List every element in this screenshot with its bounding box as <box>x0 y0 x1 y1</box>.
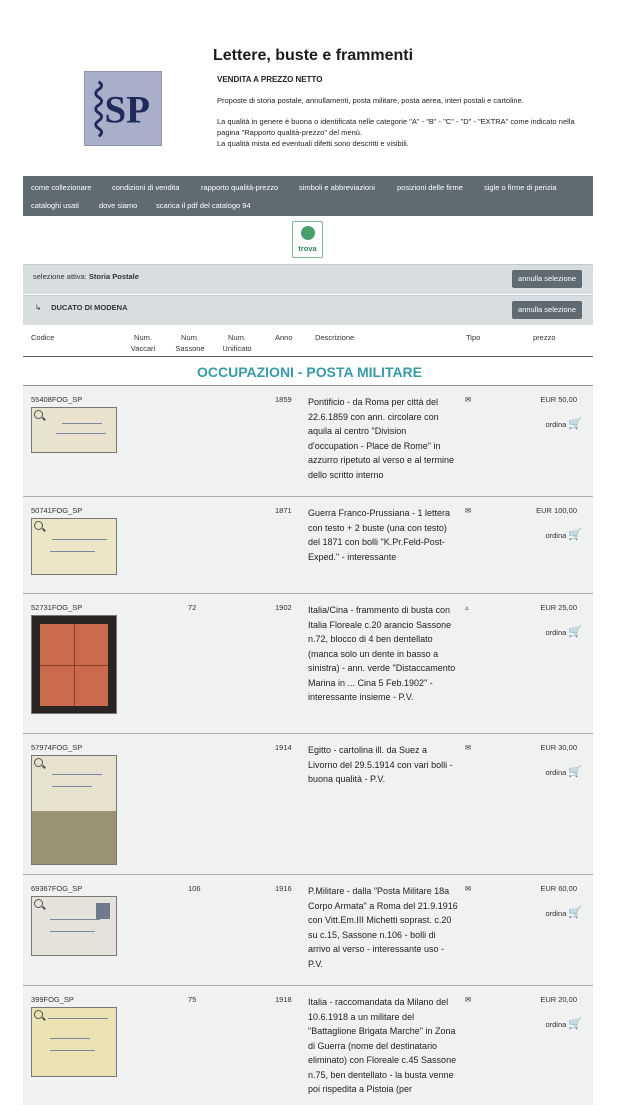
fragment-icon: ▵ <box>465 603 469 612</box>
header-divider <box>23 356 593 357</box>
order-link[interactable] <box>545 528 582 541</box>
cart-icon: 🛒 <box>568 907 582 919</box>
intro-text <box>217 95 597 149</box>
item-price: EUR 20,00 <box>540 995 577 1004</box>
item-thumbnail[interactable] <box>31 615 117 714</box>
column-header-codice: Codice <box>31 333 55 342</box>
search-button-label: trova <box>298 244 317 253</box>
item-code: 69367FOG_SP <box>31 884 83 893</box>
envelope-icon: ✉ <box>465 995 472 1004</box>
item-price: EUR 100,00 <box>536 506 577 515</box>
order-link[interactable] <box>545 417 582 430</box>
zoom-icon <box>34 1010 43 1019</box>
zoom-icon <box>34 899 43 908</box>
thumbnail-detail <box>52 786 92 787</box>
thumbnail-detail <box>50 919 100 920</box>
item-thumbnail[interactable] <box>31 896 117 956</box>
nav-item-simboli-abbreviazioni[interactable]: simboli e abbreviazioni <box>299 183 375 192</box>
selection-label <box>33 272 139 281</box>
thumbnail-detail <box>50 1050 95 1051</box>
thumbnail-detail <box>56 433 106 434</box>
cart-icon: 🛒 <box>568 626 582 638</box>
table-row <box>23 986 593 1105</box>
stamp <box>96 903 110 919</box>
header <box>0 0 619 170</box>
thumbnail-detail <box>52 774 102 775</box>
sub-selection-label <box>35 303 127 312</box>
zoom-icon <box>34 410 43 419</box>
item-code: 50741FOG_SP <box>31 506 83 515</box>
order-link[interactable] <box>545 765 582 778</box>
item-description: Pontificio - da Roma per città del 22.6.1859 con ann. circolare con aquila al centro "Division d'occupation - Place de Rome" in azzurro ripetuto al verso e al termine dello scritto interno <box>308 397 455 480</box>
column-header-sassone: Num. Sassone <box>175 333 205 353</box>
sub-selection-bar <box>23 295 593 325</box>
item-thumbnail[interactable] <box>31 407 117 453</box>
item-year: 1859 <box>275 395 292 404</box>
search-button[interactable] <box>292 221 323 258</box>
order-link[interactable] <box>545 906 582 919</box>
selection-label-prefix: selezione attiva: <box>33 272 87 281</box>
table-row <box>23 734 593 875</box>
item-description: P.Militare - dalla "Posta Militare 18a Corpo Armata" a Roma del 21.9.1916 con Vitt.Em.III Michetti soprast. c.20 su c.15, Sassone n.106 - bolli di arrivo al verso - interessante uso - P.V. <box>308 886 458 969</box>
item-price: EUR 50,00 <box>540 395 577 404</box>
thumbnail-detail <box>50 931 95 932</box>
thumbnail-detail <box>40 665 108 666</box>
cart-icon: 🛒 <box>568 1018 582 1030</box>
intro-paragraph: La qualità in genere è buona o identificata nelle categorie "A" - "B" - "C" - "D" - "EXTRA" come indicato nella pagina "Rapporto qualità-prezzo" del menù. <box>217 117 575 137</box>
cart-icon: 🛒 <box>568 529 582 541</box>
return-arrow-icon: ↳ <box>35 303 42 312</box>
sub-selection-value: DUCATO DI MODENA <box>51 303 128 312</box>
page-title: Lettere, buste e frammenti <box>213 47 414 64</box>
search-icon <box>301 226 315 240</box>
active-selection-bar <box>23 264 593 294</box>
thumbnail-detail <box>50 1038 90 1039</box>
item-thumbnail[interactable] <box>31 1007 117 1077</box>
column-header-vaccari: Num. Vaccari <box>130 333 156 353</box>
main-nav <box>23 176 593 216</box>
thumbnail-detail <box>48 1018 108 1019</box>
nav-item-posizioni-firme[interactable]: posizioni delle firme <box>397 183 463 192</box>
order-link-label: ordina <box>545 628 567 637</box>
thumbnail-detail <box>62 423 102 424</box>
cart-icon: 🛒 <box>568 418 582 430</box>
postcard-image <box>32 811 117 865</box>
envelope-icon: ✉ <box>465 884 472 893</box>
order-link-label: ordina <box>545 531 567 540</box>
nav-item-sigle-firme-perizia[interactable]: sigle o firme di perizia <box>484 183 557 192</box>
column-header-tipo: Tipo <box>466 333 481 342</box>
logo-graphic <box>85 72 161 145</box>
table-row <box>23 497 593 594</box>
zoom-icon <box>34 521 43 530</box>
zoom-icon <box>34 758 43 767</box>
column-header-anno: Anno <box>275 333 293 342</box>
order-link-label: ordina <box>545 420 567 429</box>
item-year: 1916 <box>275 884 292 893</box>
item-year: 1871 <box>275 506 292 515</box>
item-year: 1918 <box>275 995 292 1004</box>
item-code: 399FOG_SP <box>31 995 74 1004</box>
order-link[interactable] <box>545 1017 582 1030</box>
item-thumbnail[interactable] <box>31 755 117 865</box>
item-code: 52731FOG_SP <box>31 603 83 612</box>
logo[interactable] <box>84 71 162 146</box>
table-row <box>23 875 593 986</box>
item-price: EUR 30,00 <box>540 743 577 752</box>
selection-value: Storia Postale <box>88 272 139 281</box>
clear-selection-button[interactable]: annulla selezione <box>512 270 582 288</box>
nav-item-cataloghi-usati[interactable]: cataloghi usati <box>31 201 79 210</box>
nav-item-rapporto-qualita-prezzo[interactable]: rapporto qualità-prezzo <box>201 183 279 192</box>
envelope-icon: ✉ <box>465 743 472 752</box>
table-row <box>23 386 593 497</box>
order-link-label: ordina <box>545 1020 567 1029</box>
column-header-prezzo: prezzo <box>533 333 556 342</box>
page-subtitle: VENDITA A PREZZO NETTO <box>217 75 323 84</box>
envelope-icon: ✉ <box>465 395 472 404</box>
order-link-label: ordina <box>545 909 567 918</box>
nav-row <box>23 197 593 215</box>
section-title: OCCUPAZIONI - POSTA MILITARE <box>196 364 423 380</box>
nav-item-scarica-pdf[interactable]: scarica il pdf del catalogo 94 <box>156 201 251 210</box>
item-code: 57974FOG_SP <box>31 743 83 752</box>
intro-paragraph: La qualità mista ed eventuali difetti sono descritti e visibili. <box>217 139 409 148</box>
item-sassone: 72 <box>188 603 197 612</box>
item-code: 55408FOG_SP <box>31 395 83 404</box>
intro-paragraph: Proposte di storia postale, annullamenti, posta militare, posta aerea, interi postali e cartoline. <box>217 96 524 105</box>
item-price: EUR 25,00 <box>540 603 577 612</box>
item-year: 1914 <box>275 743 292 752</box>
nav-item-come-collezionare[interactable]: come collezionare <box>31 183 92 192</box>
item-year: 1902 <box>275 603 292 612</box>
item-description: Italia - raccomandata da Milano del 10.6.1918 a un militare del "Battaglione Brigata Marche" in Zona di Guerra (nome del destinatario eliminato) con Floreale c.45 Sassone n.75, ben dentellato - la busta venne poi rispedita a Pistoia (per <box>308 997 457 1094</box>
column-header-unificato: Num. Unificato <box>222 333 252 353</box>
order-link[interactable] <box>545 625 582 638</box>
logo-text: SP <box>104 88 150 132</box>
clear-subselection-button[interactable]: annulla selezione <box>512 301 582 319</box>
thumbnail-detail <box>50 551 95 552</box>
order-link-label: ordina <box>545 768 567 777</box>
item-description: Guerra Franco-Prussiana - 1 lettera con testo + 2 buste (una con testo) del 1871 con bolli "K.Pr.Feld-Post-Exped." - interessante <box>308 508 451 562</box>
item-description: Egitto - cartolina ill. da Suez a Livorno del 29.5.1914 con vari bolli - buona qualità - P.V. <box>308 745 453 784</box>
thumbnail-detail <box>52 539 107 540</box>
envelope-icon: ✉ <box>465 506 472 515</box>
item-sassone: 106 <box>188 884 201 893</box>
cart-icon: 🛒 <box>568 766 582 778</box>
item-thumbnail[interactable] <box>31 518 117 575</box>
column-header-descrizione: Descrizione <box>315 333 355 342</box>
table-row <box>23 594 593 734</box>
item-sassone: 75 <box>188 995 197 1004</box>
nav-item-dove-siamo[interactable]: dove siamo <box>99 201 138 210</box>
nav-item-condizioni-vendita[interactable]: condizioni di vendita <box>112 183 180 192</box>
item-description: Italia/Cina - frammento di busta con Italia Floreale c.20 arancio Sassone n.72, blocco di 4 ben dentellato (manca solo un dente in basso a sinistra) - ann. verde "Distaccamento Marina in ... Cina 5 Feb.1902" - interessante insieme - P.V. <box>308 605 456 702</box>
item-price: EUR 60,00 <box>540 884 577 893</box>
nav-row <box>23 179 593 197</box>
